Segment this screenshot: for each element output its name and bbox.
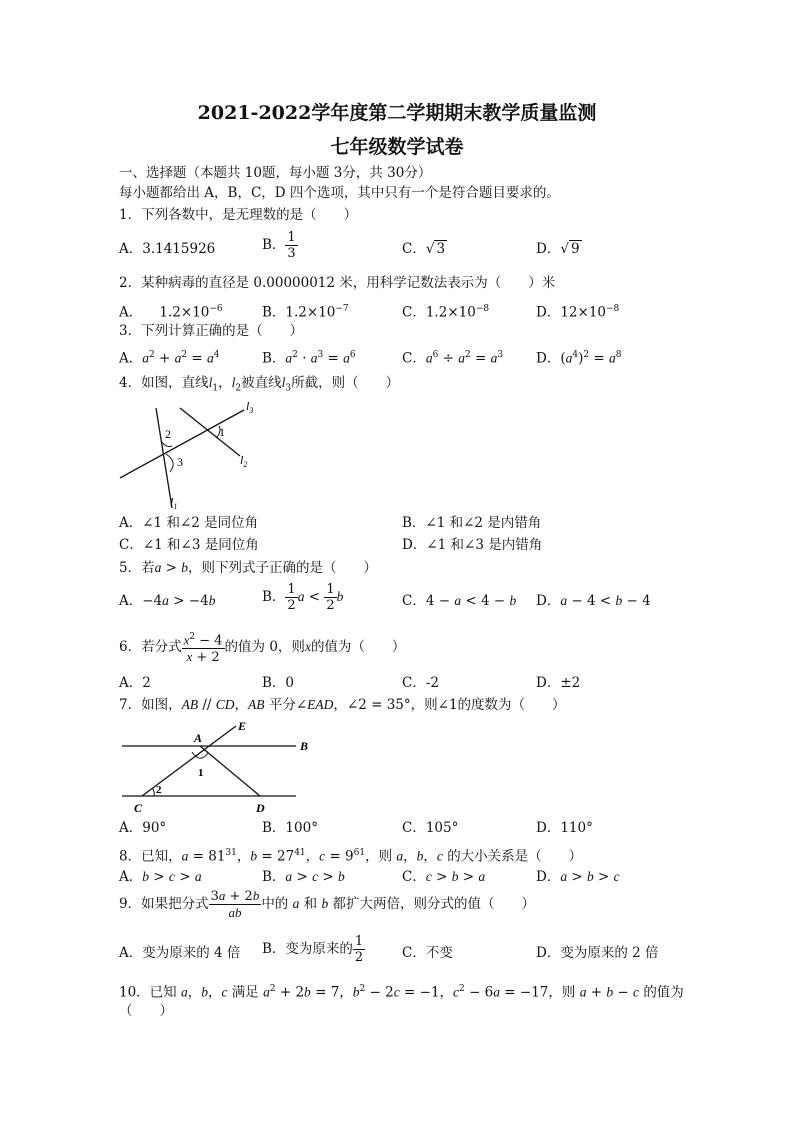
- label-l2: $l_2$: [240, 453, 248, 469]
- square-root: √ 3: [425, 241, 446, 257]
- section-note: 每小题都给出 A，B，C，D 四个选项，其中只有一个是符合题目要求的。: [119, 185, 560, 201]
- fraction: $\frac{1}{3}$: [287, 230, 296, 261]
- q1-option-d: D．√ 9: [536, 241, 580, 257]
- q1-option-a: A．3.1415926: [119, 241, 216, 257]
- q6-stem: 6．若分式 $\frac{x^2 - 4}{x + 2}$ 的值为 0，则x的值为（ ）: [119, 632, 406, 666]
- exam-subtitle: 七年级数学试卷: [330, 136, 464, 158]
- q8-option-a: A．b > c > a: [119, 869, 202, 885]
- q2-option-b: B．$1.2\times 10^{-7}$: [262, 304, 349, 321]
- q8-option-c: C．c > b > a: [402, 869, 486, 885]
- angle-label-2: 2: [156, 784, 162, 796]
- q7-option-c: C．105°: [402, 820, 459, 836]
- q9-option-d: D．变为原来的 2 倍: [536, 945, 659, 961]
- q2-stem: 2．某种病毒的直径是 0.00000012 米，用科学记数法表示为（ ）米: [119, 275, 556, 291]
- q1-option-b: B． $\frac{1}{3}$: [262, 230, 296, 261]
- line-l2: [180, 408, 240, 456]
- angle-label-2: 2: [165, 427, 171, 441]
- q2-option-a: A． $1.2\times 10^{-6}$: [119, 304, 223, 321]
- point-label-b: B: [300, 739, 309, 753]
- point-label-c: C: [134, 801, 143, 815]
- q9-option-b: B．变为原来的 $\frac{1}{2}$: [262, 934, 364, 965]
- label-l3: $l_3$: [246, 399, 254, 415]
- q3-option-b: B．$a^2 \cdot a^3 = a^6$: [262, 350, 356, 367]
- q4-option-a: A．∠1 和∠2 是同位角: [119, 515, 259, 531]
- q7-stem: 7．如图，AB // CD，AB 平分∠EAD，∠2 = 35°，则∠1的度数为（ ）: [119, 697, 566, 713]
- square-root: √ 9: [560, 241, 580, 257]
- angle-label-1: 1: [198, 767, 204, 779]
- q4-option-b: B．∠1 和∠2 是内错角: [402, 515, 542, 531]
- q9-option-a: A．变为原来的 4 倍: [119, 945, 241, 961]
- q8-stem: 8．已知，$a = 81^{31}$，$b = 27^{41}$，$c = 9^{61}$，则 a，b，c 的大小关系是（ ）: [119, 848, 583, 865]
- q6-option-a: A．2: [119, 675, 151, 691]
- section-heading: 一、选择题（本题共 10题，每小题 3分，共 30分）: [119, 165, 432, 181]
- angle-arc-3: [166, 454, 173, 472]
- label-l1: $l_1$: [170, 495, 178, 511]
- angle-arc-2: [162, 442, 172, 447]
- q5-option-d: D．a − 4 < b − 4: [536, 593, 651, 609]
- point-label-a: A: [194, 731, 203, 745]
- q5-option-b: B． $\frac{1}{2}$ a < $\frac{1}{2}$ b: [262, 582, 344, 613]
- q9-option-c: C．不变: [402, 945, 453, 961]
- q2-option-d: D．$12\times 10^{-8}$: [536, 304, 620, 321]
- angle-label-1: 1: [219, 425, 225, 439]
- q4-option-d: D．∠1 和∠3 是内错角: [402, 537, 543, 553]
- q1-option-c: C．√ 3: [402, 241, 446, 257]
- line-l1: [156, 408, 172, 508]
- angle-label-3: 3: [177, 455, 183, 469]
- q10-stem-continued: （ ）: [119, 1003, 173, 1019]
- q2-option-c: C．$1.2\times 10^{-8}$: [402, 304, 490, 321]
- fraction: $\frac{x^2 - 4}{x + 2}$: [183, 632, 223, 666]
- q10-stem: 10．已知 a，b，c 满足 $a^2 + 2b = 7$，$b^2 - 2c = -1$，$c^2 - 6a = -17$，则 a + b − c 的值为: [119, 984, 684, 1001]
- q3-option-c: C．$a^6 \div a^2 = a^3$: [402, 350, 504, 367]
- q5-stem: 5．若a > b，则下列式子正确的是（ ）: [119, 560, 377, 576]
- angle-arc-2: [152, 788, 154, 796]
- q6-option-d: D．±2: [536, 675, 581, 691]
- q7-option-a: A．90°: [119, 820, 167, 836]
- q8-option-d: D．a > b > c: [536, 869, 620, 885]
- q7-option-d: D．110°: [536, 820, 593, 836]
- q9-stem: 9．如果把分式 $\frac{3a + 2b}{ab}$ 中的 a 和 b 都扩大两倍，则分式的值（ ）: [119, 888, 535, 920]
- q4-figure: [112, 396, 272, 516]
- q4-stem: 4．如图，直线$l_1$，$l_2$被直线$l_3$所截，则（ ）: [119, 375, 400, 394]
- q7-figure: [112, 716, 322, 816]
- line-ad: [200, 746, 260, 796]
- q6-option-c: C．-2: [402, 675, 439, 691]
- q3-stem: 3．下列计算正确的是（ ）: [119, 323, 304, 339]
- q5-option-a: A．−4a > −4b: [119, 593, 216, 609]
- exam-title: 2021-2022学年度第二学期期末教学质量监测: [197, 102, 597, 124]
- q1-stem: 1．下列各数中，是无理数的是（ ）: [119, 207, 358, 223]
- point-label-d: D: [256, 801, 265, 815]
- q6-option-b: B．0: [262, 675, 295, 691]
- q7-option-b: B．100°: [262, 820, 318, 836]
- q3-option-d: D．$(a^4)^2 = a^8$: [536, 350, 622, 367]
- q5-option-c: C．4 − a < 4 − b: [402, 593, 517, 609]
- q8-option-b: B．a > c > b: [262, 869, 345, 885]
- q3-option-a: A．$a^2 + a^2 = a^4$: [119, 350, 220, 367]
- fraction: $\frac{3a + 2b}{ab}$: [210, 888, 260, 920]
- q4-option-c: C．∠1 和∠3 是同位角: [119, 537, 259, 553]
- point-label-e: E: [238, 719, 247, 733]
